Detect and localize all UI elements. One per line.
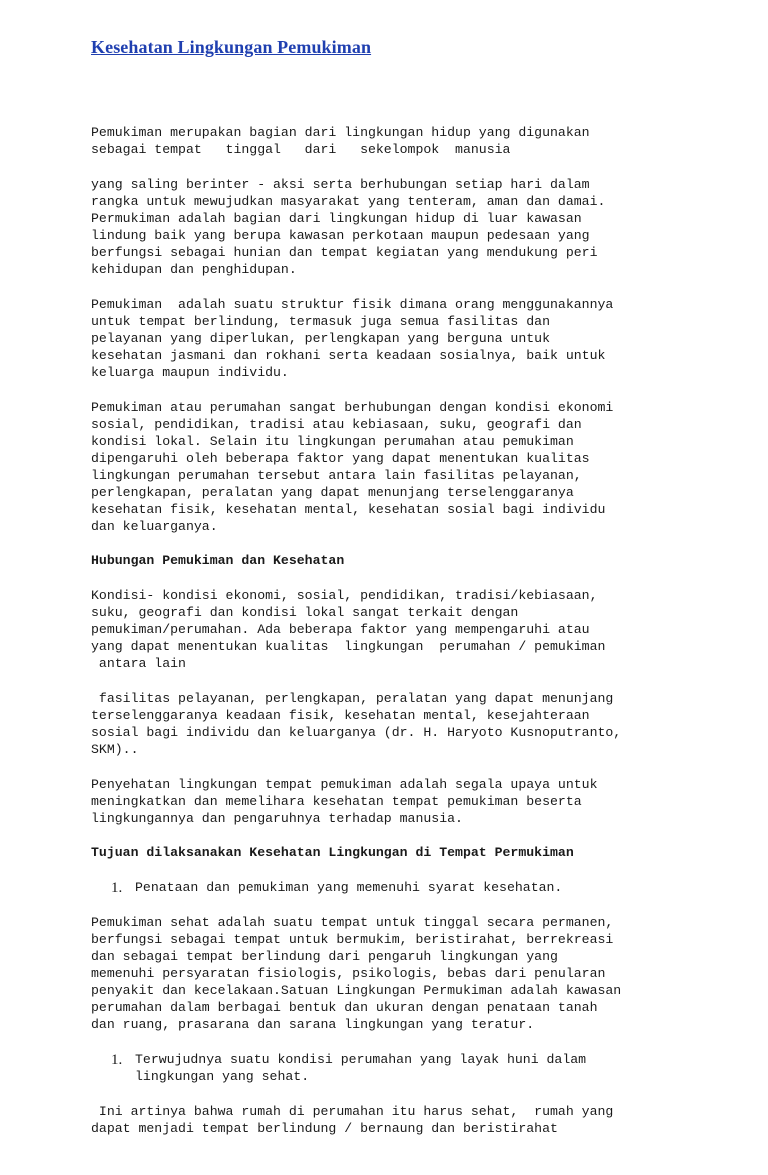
text-line: kesehatan fisik, kesehatan mental, kesehatan sosial bagi individu [91,502,606,517]
text-line: Pemukiman adalah suatu struktur fisik dimana orang menggunakannya [91,297,614,312]
text-line: kesehatan jasmani dan rokhani serta keadaan sosialnya, baik untuk [91,348,606,363]
text-line: fasilitas pelayanan, perlengkapan, peralatan yang dapat menunjang [91,691,614,706]
text-line: perumahan dalam berbagai bentuk dan ukuran dengan penataan tanah [91,1000,598,1015]
text-line: Kondisi- kondisi ekonomi, sosial, pendidikan, tradisi/kebiasaan, [91,588,598,603]
list-item: Terwujudnya suatu kondisi perumahan yang layak huni dalam [135,1052,587,1067]
text-line: Permukiman adalah bagian dari lingkungan hidup di luar kawasan [91,211,582,226]
text-line: Pemukiman sehat adalah suatu tempat untuk tinggal secara permanen, [91,915,614,930]
text-line: dapat menjadi tempat berlindung / bernaung dan beristirahat [91,1121,558,1136]
text-line: SKM).. [91,742,139,757]
text-line: untuk tempat berlindung, termasuk juga semua fasilitas dan [91,314,550,329]
page-title[interactable]: Kesehatan Lingkungan Pemukiman [91,37,372,57]
text-line: penyakit dan kecelakaan.Satuan Lingkungan Permukiman adalah kawasan [91,983,622,998]
text-line: memenuhi persyaratan fisiologis, psikologis, bebas dari penularan [91,966,606,981]
text-line: berfungsi sebagai hunian dan tempat kegiatan yang mendukung peri [91,245,598,260]
list-marker: 1. [111,880,123,896]
list-item: lingkungan yang sehat. [135,1069,310,1084]
text-line: perlengkapan, peralatan yang dapat menunjang terselenggaranya [91,485,574,500]
text-line: antara lain [91,656,186,671]
text-line: sebagai tempat tinggal dari sekelompok manusia [91,142,511,157]
text-line: dan sebagai tempat berlindung dari pengaruh lingkungan yang [91,949,558,964]
text-line: sosial bagi individu dan keluarganya (dr. H. Haryoto Kusnoputranto, [91,725,622,740]
text-line: meningkatkan dan memelihara kesehatan tempat pemukiman beserta [91,794,582,809]
text-line: sosial, pendidikan, tradisi atau kebiasaan, suku, geografi dan [91,417,582,432]
text-line: lingkungan perumahan tersebut antara lain fasilitas pelayanan, [91,468,582,483]
text-line: kehidupan dan penghidupan. [91,262,297,277]
text-line: kondisi lokal. Selain itu lingkungan perumahan atau pemukiman [91,434,574,449]
text-line: lingkungannya dan pengaruhnya terhadap manusia. [91,811,463,826]
text-line: rangka untuk mewujudkan masyarakat yang tenteram, aman dan damai. [91,194,606,209]
section-heading: Tujuan dilaksanakan Kesehatan Lingkungan di Tempat Permukiman [91,845,574,860]
text-line: keluarga maupun individu. [91,365,289,380]
list-marker: 1. [111,1052,123,1068]
text-line: dan keluarganya. [91,519,218,534]
text-line: yang saling berinter - aksi serta berhubungan setiap hari dalam [91,177,590,192]
text-line: pemukiman/perumahan. Ada beberapa faktor yang mempengaruhi atau [91,622,590,637]
text-line: lindung baik yang berupa kawasan perkotaan maupun pedesaan yang [91,228,590,243]
text-line: terselenggaranya keadaan fisik, kesehatan mental, kesejahteraan [91,708,590,723]
text-line: Pemukiman merupakan bagian dari lingkungan hidup yang digunakan [91,125,590,140]
section-heading: Hubungan Pemukiman dan Kesehatan [91,553,345,568]
text-line: Penyehatan lingkungan tempat pemukiman adalah segala upaya untuk [91,777,598,792]
text-line: suku, geografi dan kondisi lokal sangat terkait dengan [91,605,519,620]
text-line: Ini artinya bahwa rumah di perumahan itu harus sehat, rumah yang [91,1104,614,1119]
text-line: pelayanan yang diperlukan, perlengkapan yang berguna untuk [91,331,550,346]
text-line: dipengaruhi oleh beberapa faktor yang dapat menentukan kualitas [91,451,590,466]
text-line: berfungsi sebagai tempat untuk bermukim, beristirahat, berrekreasi [91,932,614,947]
list-item: Penataan dan pemukiman yang memenuhi syarat kesehatan. [135,880,563,895]
text-line: Pemukiman atau perumahan sangat berhubungan dengan kondisi ekonomi [91,400,614,415]
text-line: yang dapat menentukan kualitas lingkungan perumahan / pemukiman [91,639,606,654]
text-line: dan ruang, prasarana dan sarana lingkungan yang teratur. [91,1017,535,1032]
